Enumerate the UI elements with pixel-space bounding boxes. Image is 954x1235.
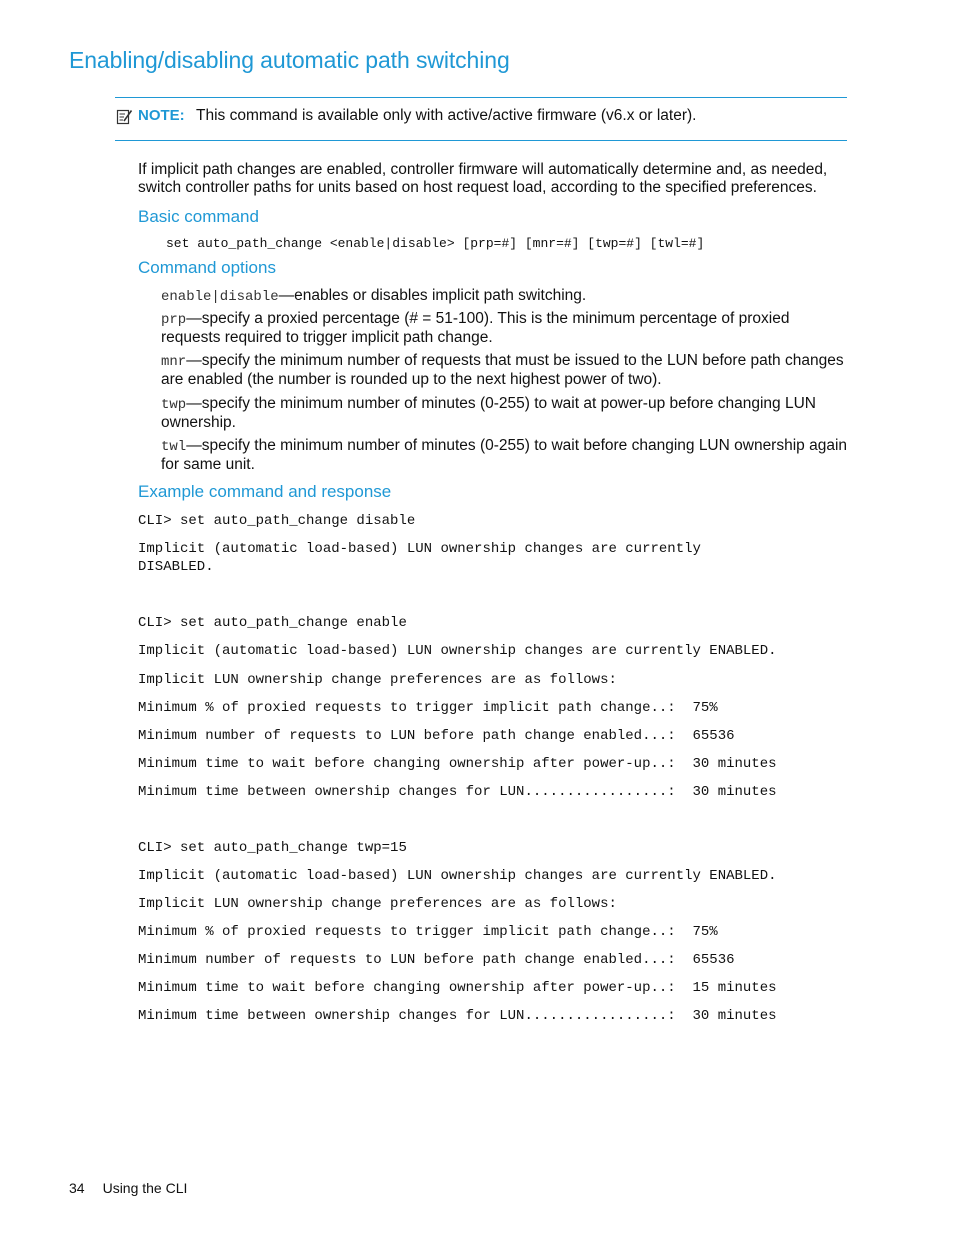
option-description: —specify the minimum number of requests that must be issued to the LUN before path changes are enabled (the number is rounded up to the next highest power of two).	[161, 352, 844, 388]
option-code: enable|disable	[161, 289, 279, 305]
note-text: This command is available only with active/active firmware (v6.x or later).	[196, 107, 697, 124]
option-description: —specify the minimum number of minutes (0-255) to wait before changing LUN ownership again for same unit.	[161, 437, 848, 473]
example-line: Minimum number of requests to LUN before path change enabled...: 65536	[138, 728, 735, 744]
example-line: Minimum time to wait before changing ownership after power-up..: 15 minutes	[138, 980, 777, 996]
example-line: Minimum % of proxied requests to trigger implicit path change..: 75%	[138, 924, 718, 940]
example-line: CLI> set auto_path_change twp=15	[138, 840, 407, 856]
example-line: DISABLED.	[138, 559, 214, 575]
example-line: Minimum number of requests to LUN before path change enabled...: 65536	[138, 952, 735, 968]
option-item	[161, 395, 851, 432]
note-bottom-rule	[115, 140, 847, 141]
option-code: twp	[161, 397, 187, 413]
option-item	[161, 287, 851, 306]
note-label: NOTE:	[138, 107, 185, 124]
option-code: twl	[161, 439, 187, 455]
example-line: CLI> set auto_path_change enable	[138, 615, 407, 631]
note-icon	[116, 108, 133, 125]
option-description: —specify a proxied percentage (# = 51-100). This is the minimum percentage of proxied requests required to trigger implicit path change.	[161, 310, 790, 346]
example-line: CLI> set auto_path_change disable	[138, 513, 416, 529]
note-top-rule	[115, 97, 847, 98]
example-line: Implicit (automatic load-based) LUN ownership changes are currently ENABLED.	[138, 643, 777, 659]
example-heading: Example command and response	[138, 482, 392, 501]
page-title: Enabling/disabling automatic path switching	[69, 47, 510, 73]
basic-command-heading: Basic command	[138, 207, 259, 226]
command-options-heading: Command options	[138, 258, 276, 277]
example-line: Minimum % of proxied requests to trigger implicit path change..: 75%	[138, 700, 718, 716]
option-item	[161, 437, 851, 474]
page-number: 34	[69, 1180, 85, 1196]
example-line: Minimum time between ownership changes for LUN.................: 30 minutes	[138, 784, 777, 800]
example-line: Implicit (automatic load-based) LUN ownership changes are currently	[138, 541, 701, 557]
example-line: Minimum time between ownership changes for LUN.................: 30 minutes	[138, 1008, 777, 1024]
example-line: Implicit LUN ownership change preferences are as follows:	[138, 672, 617, 688]
option-item	[161, 352, 851, 389]
example-line: Minimum time to wait before changing ownership after power-up..: 30 minutes	[138, 756, 777, 772]
section-name: Using the CLI	[102, 1180, 188, 1196]
example-line: Implicit (automatic load-based) LUN ownership changes are currently ENABLED.	[138, 868, 777, 884]
option-description: —enables or disables implicit path switching.	[278, 287, 587, 304]
command-syntax: set auto_path_change <enable|disable> [prp=#] [mnr=#] [twp=#] [twl=#]	[166, 236, 705, 251]
option-code: prp	[161, 312, 187, 328]
option-item	[161, 310, 851, 347]
page-footer	[69, 1180, 187, 1196]
example-line: Implicit LUN ownership change preferences are as follows:	[138, 896, 617, 912]
option-code: mnr	[161, 354, 187, 370]
option-description: —specify the minimum number of minutes (0-255) to wait at power-up before changing LUN ownership.	[161, 395, 816, 431]
intro-paragraph: If implicit path changes are enabled, controller firmware will automatically determine and, as needed, switch controller paths for units based on host request load, according to the specified preferences.	[138, 161, 828, 196]
